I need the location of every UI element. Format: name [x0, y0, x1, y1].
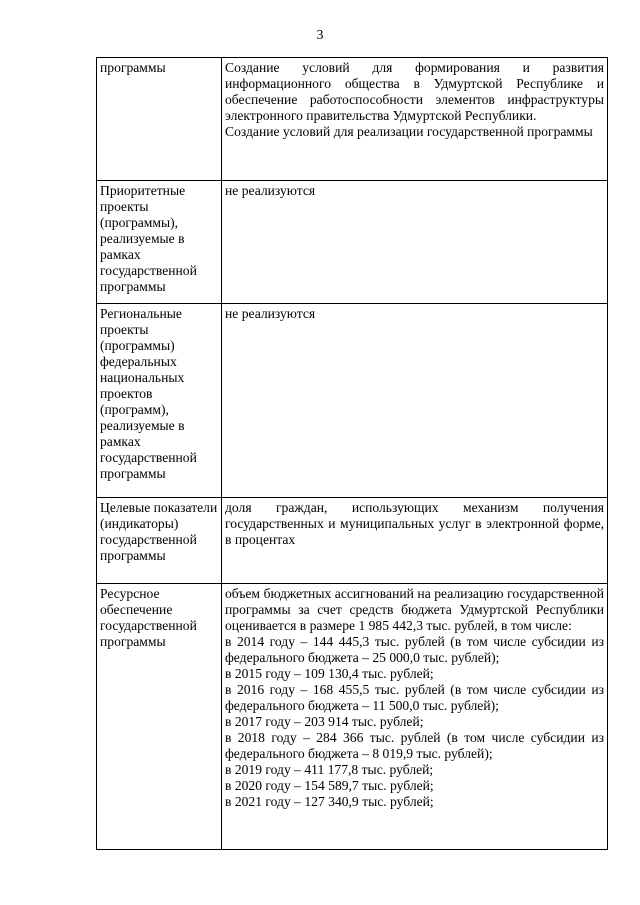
content-paragraph: Создание условий для формирования и развития информационного общества в Удмуртской Республике и обеспечение работоспособности элементов инфраструктуры электронного правительства Удмуртской Республики. [225, 60, 604, 123]
table-row [97, 181, 608, 304]
page-number: 3 [316, 28, 324, 43]
row-label: программы [97, 58, 222, 181]
row-label: Целевые показатели (индикаторы) государственной программы [97, 498, 222, 584]
row-content [222, 304, 608, 498]
content-paragraph: в 2017 году – 203 914 тыс. рублей; [225, 714, 424, 729]
row-label: Ресурсное обеспечение государственной программы [97, 584, 222, 850]
content-paragraph: не реализуются [225, 183, 316, 198]
content-paragraph: в 2018 году – 284 366 тыс. рублей (в том числе субсидии из федерального бюджета – 8 019,9 тыс. рублей); [225, 730, 604, 761]
program-passport-table [96, 57, 608, 850]
row-label: Региональные проекты (программы) федеральных национальных проектов (программ), реализуемые в рамках государственной программы [97, 304, 222, 498]
table-row [97, 584, 608, 850]
content-paragraph: не реализуются [225, 306, 316, 321]
content-paragraph: в 2016 году – 168 455,5 тыс. рублей (в том числе субсидии из федерального бюджета – 11 500,0 тыс. рублей); [225, 682, 604, 713]
table-row [97, 58, 608, 181]
row-content [222, 498, 608, 584]
content-paragraph: доля граждан, использующих механизм получения государственных и муниципальных услуг в электронной форме, в процентах [225, 500, 604, 547]
content-paragraph: в 2019 году – 411 177,8 тыс. рублей; [225, 762, 434, 777]
content-paragraph: Создание условий для реализации государственной программы [225, 124, 593, 139]
row-content [222, 58, 608, 181]
row-content [222, 584, 608, 850]
row-content [222, 181, 608, 304]
table-row [97, 498, 608, 584]
content-paragraph: объем бюджетных ассигнований на реализацию государственной программы за счет средств бюджета Удмуртской Республики оценивается в размере 1 985 442,3 тыс. рублей, в том числе: [225, 586, 604, 633]
content-paragraph: в 2015 году – 109 130,4 тыс. рублей; [225, 666, 434, 681]
content-paragraph: в 2014 году – 144 445,3 тыс. рублей (в том числе субсидии из федерального бюджета – 25 000,0 тыс. рублей); [225, 634, 604, 665]
table-row [97, 304, 608, 498]
content-paragraph: в 2021 году – 127 340,9 тыс. рублей; [225, 794, 434, 809]
row-label: Приоритетные проекты (программы), реализуемые в рамках государственной программы [97, 181, 222, 304]
content-paragraph: в 2020 году – 154 589,7 тыс. рублей; [225, 778, 434, 793]
